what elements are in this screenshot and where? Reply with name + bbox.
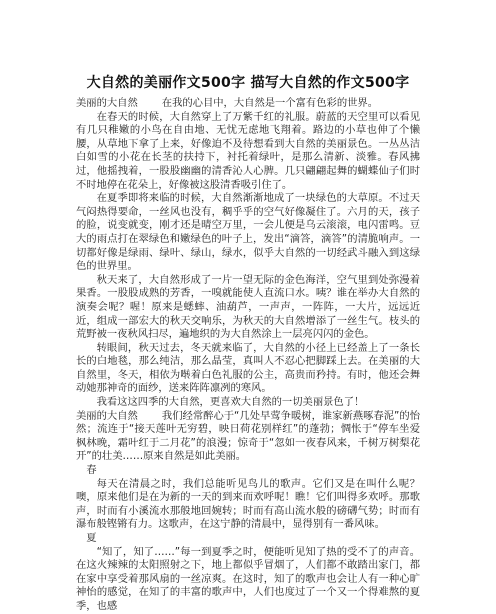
- intro-label: 美丽的大自然: [76, 97, 138, 109]
- document-title: 大自然的美丽作文500字 描写大自然的作文500字: [86, 75, 410, 91]
- section-heading-summer: 夏: [86, 532, 97, 544]
- section-heading-spring: 春: [86, 464, 97, 477]
- paragraph-winter-1: 转眼间，秋天过去，冬天就来临了，大自然的小径上已经盖上了一条长长的白地毯，那么纯洁，那么晶莹，真叫人不忍心把脚踩上去。在美丽的大自然里，冬天，相依为啭着白色礼服的公主，高贵而矜持。有时，他还会舞动她那神奇的面纱，送来阵阵凛冽的寒风。: [76, 341, 420, 395]
- paragraph-spring-1: 在春天的时候，大自然穿上了万紫千红的礼服。蔚蓝的天空里可以看见有几只稚嫩的小鸟在自由地、无忧无虑地飞翔着。路边的小草也伸了个懒腰，从草地下拿了上来，好像迫不及待想看到大自然的美丽景色。一丛丛洁白如雪的小花在长茎的扶持下，衬托着绿叶，是那么清新、淡雅。春风拂过，他摇拽着，一股股幽幽的清香沁人心脾。几只翩翩起舞的蝴蝶仙子们时不时地停在花朵上，好像被这股清香吸引住了。: [76, 110, 420, 191]
- intro-label-2: 美丽的大自然: [76, 409, 138, 422]
- intro-line: [76, 97, 420, 111]
- intro-line-2: [76, 410, 420, 464]
- intro-text-2: 我们经常醉心于“几处早莺争暖树，谁家新燕啄春泥”的怡然；流连于“接天莲叶无穷碧，映日荷花别样红”的蓬勃；惆怅于“停车坐爱枫林晚，霜叶红于二月花”的浪漫；惊奇于“忽如一夜春风来，千树万树梨花开”的壮美……原来自然是如此美丽。: [76, 409, 421, 463]
- paragraph-autumn-1: 秋天来了，大自然形成了一片一望无际的金色海洋，空气里到处弥漫着果香。一股股成熟的芳香，一嗅就能使人直流口水。咦？谁在举办大自然的演奏会呢？喔！原来是蟋蟀、油葫芦，一声声，一阵阵，一大片，远远近近，组成一部宏大的秋天交响乐，为秋天的大自然增添了一丝生气。枝头的荒野被一夜秋风扫尽，遍地织的为大自然涂上一层亮闪闪的金色。: [76, 273, 420, 341]
- document-body: [76, 97, 420, 614]
- paragraph-summer-2: “知了，知了……”每一到夏季之时，便能听见知了热的受不了的声音。在这火辣辣的太阳照射之下，地上都似乎冒烟了，人们都不敢踏出家门，都在家中享受着那风扇的一丝凉爽。在这时，知了的歌声也会让人有一种心旷神怡的感觉，在知了的丰富的歌声中，人们也度过了一个又一个得难熬的夏季，也感: [76, 545, 420, 612]
- paragraph-spring-2: 每天在清晨之时，我们总能听见鸟儿的歌声。它们又是在叫什么呢？噢，原来他们是在为新的一天的到来而欢呼呢！瞧！它们叫得多欢呼。那歌声，时而有小溪流水那般地回婉转；时而有高山流水般的磅礴气势；时而有瀑布般铿锵有力。这歌声，在这宁静的清晨中，显得别有一番风味。: [76, 477, 420, 531]
- paragraph-closing-1: 我看这这四季的大自然，更喜欢大自然的一切美丽景色了！: [96, 396, 365, 409]
- paragraph-summer-1: 在夏季即将来临的时候，大自然渐渐地成了一块绿色的大草原。不过天气闷热得要命，一丝风也没有，稠乎乎的空气好像凝住了。六月的天，孩子的脸，说变就变，刚才还是晴空万里，一会儿便是乌云滚滚，电闪雷鸣。豆大的雨点打在翠绿色和嫩绿色的叶子上，发出“滴答，滴答”的清脆响声。一切都好像是绿雨、绿叶、绿山，绿水，似乎大自然的一切经武斗融入到这绿色的世界里。: [76, 192, 420, 273]
- intro-text: 在我的心目中，大自然是一个富有色彩的世界。: [161, 97, 379, 109]
